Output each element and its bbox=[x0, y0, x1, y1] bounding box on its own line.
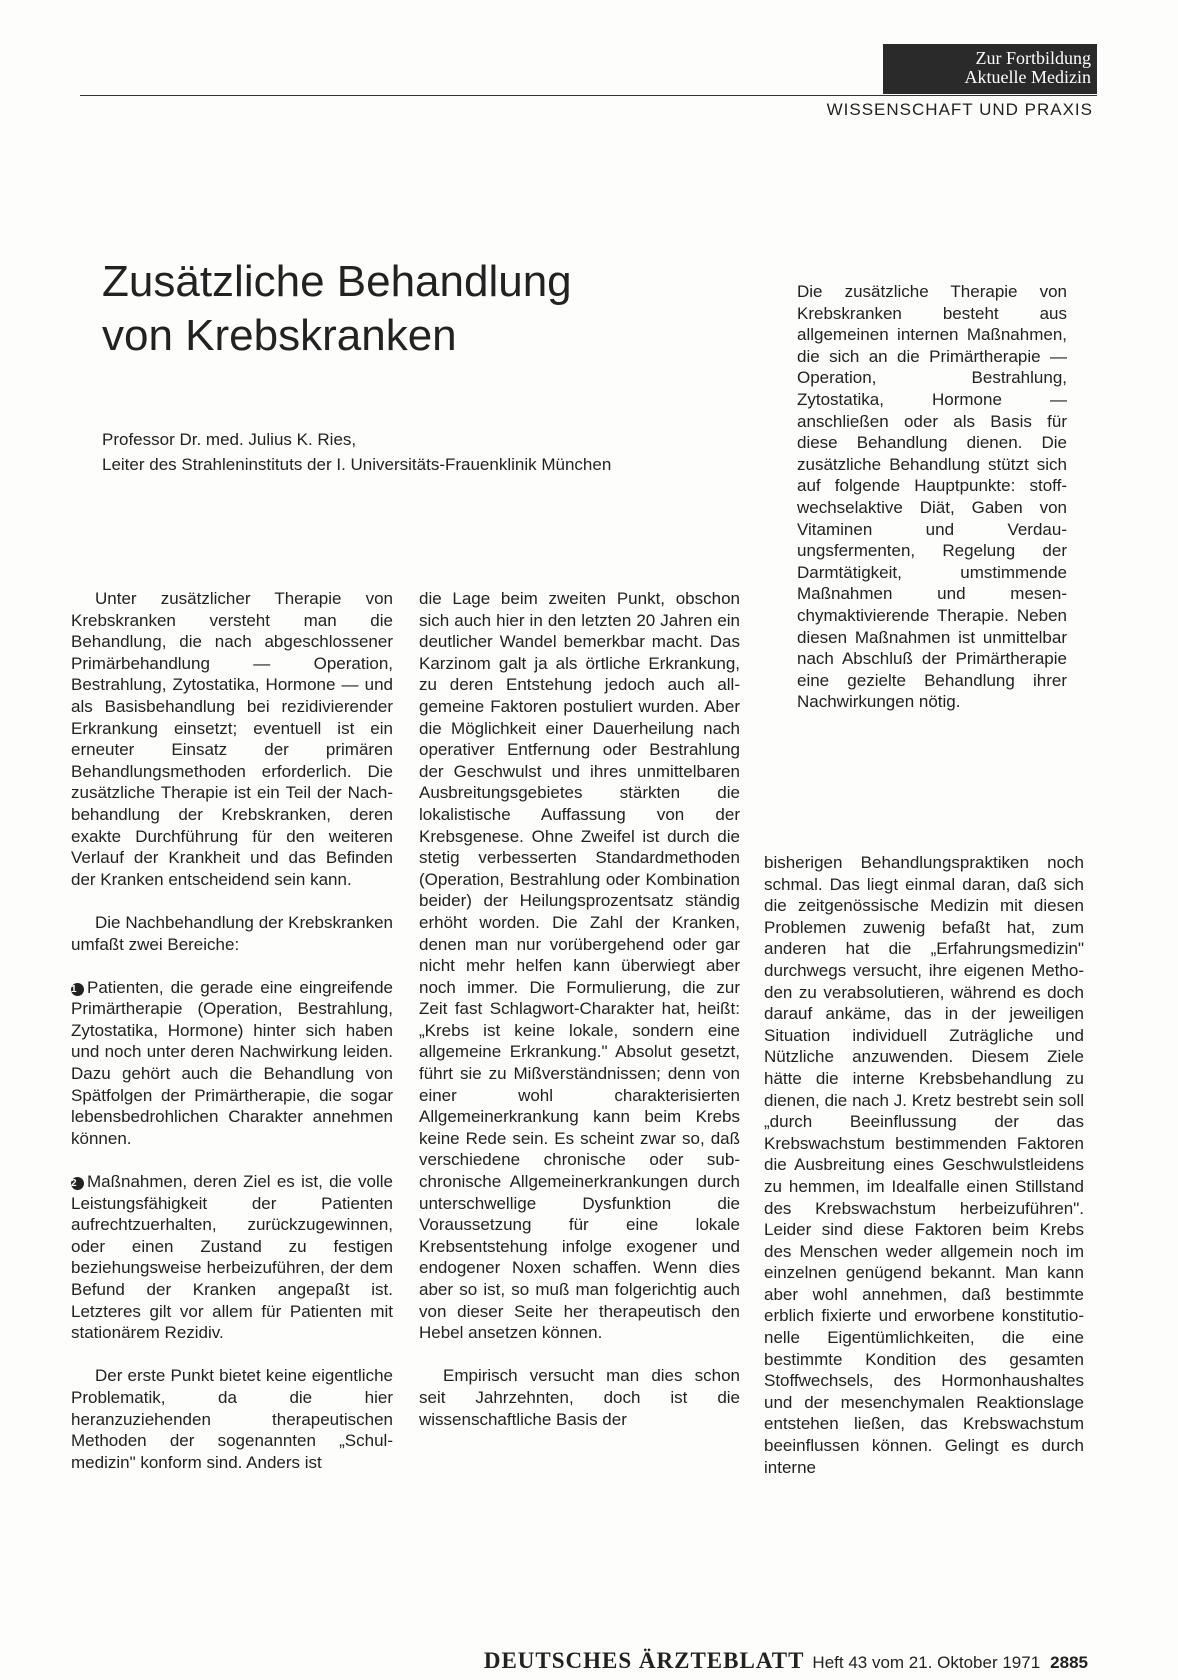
page-footer bbox=[484, 1648, 1088, 1674]
category-badge bbox=[883, 44, 1097, 94]
author-block bbox=[102, 427, 611, 477]
paragraph-empirical: Empirisch versucht man dies schon seit Jahrzehnten, doch ist die wissenschaftliche Basis der bbox=[419, 1366, 740, 1429]
header-rule bbox=[80, 95, 1097, 96]
section-label: WISSENSCHAFT UND PRAXIS bbox=[826, 100, 1093, 119]
title-line-2: von Krebskranken bbox=[102, 311, 457, 360]
paragraph-first-point: Der erste Punkt bietet keine eigentliche Problematik, da die hier heranzuziehenden therapeutischen Methoden der sogenannten „Schulmedizin" konform sind. Anders ist bbox=[71, 1366, 393, 1472]
number-2-icon: 2 bbox=[71, 1177, 84, 1190]
number-1-icon: 1 bbox=[71, 983, 84, 996]
issue-info: Heft 43 vom 21. Oktober 1971 bbox=[812, 1653, 1041, 1672]
badge-line-1: Zur Fortbildung bbox=[975, 48, 1091, 68]
text-column-1 bbox=[71, 588, 393, 1495]
list-item-2-text: Maßnahmen, deren Ziel es ist, die volle Leistungsfähigkeit der Patienten aufrechtzuerhalten, zurückzugewinnen, oder einen Zustand zu festigen beziehungsweise herbeizuführen, der dem Befund der Kranken angepaßt ist. Letzteres gilt vor allem für Patienten mit stationärem Rezidiv. bbox=[71, 1172, 393, 1343]
list-item-2 bbox=[71, 1171, 393, 1344]
page-number: 2885 bbox=[1050, 1653, 1088, 1672]
badge-line-2: Aktuelle Medizin bbox=[964, 67, 1091, 87]
author-affiliation: Leiter des Strahleninstituts der I. Universitäts-Frauenklinik München bbox=[102, 455, 612, 474]
paragraph-practices: bisherigen Behandlungspraktiken noch schmal. Das liegt einmal daran, daß sich die zeitgenössische Medizin mit diesen Problemen zuwenig befaßt hat, zum anderen hat die „Erfahrungsmedizin" durchwegs versucht, ihre eigenen Methoden zu verabsolutieren, während es doch darauf ankäme, das in der jeweiligen Situation individuell Zuträgliche und Nützliche anzuwenden. Diesem Ziele hätte die interne Krebsbehandlung zu dienen, die nach J. Kretz bestrebt sein soll „durch Beeinflussung der das Krebswachstum bestimmenden Faktoren die Ausbreitung eines Geschwulstleidens zu hemmen, im Idealfalle einen Stillstand des Krebswachstum herbeizuführen". Leider sind diese Faktoren beim Krebs des Menschen weder allgemein noch im einzelnen genügend bekannt. Man kann aber wohl annehmen, daß bestimmte erblich fixierte und erworbene konstitutionelle Eigentümlichkeiten, die eine bestimmte Kondition des gesamten Stoffwechsels, des Hormonhaushaltes und der mesenchymalen Reaktionslage entstehen ließen, das Krebswachstum beeinflussen können. Gelingt es durch interne bbox=[764, 853, 1084, 1477]
list-item-1 bbox=[71, 977, 393, 1150]
author-name: Professor Dr. med. Julius K. Ries, bbox=[102, 430, 357, 449]
summary-paragraph: Die zusätzliche Therapie von Krebskranken besteht aus allgemeinen internen Maßnahmen, die sich an die Primärtherapie — Operation, Bestrahlung, Zytostatika, Hormone — anschließen oder als Basis für diese Behandlung dienen. Die zusätzliche Behandlung stützt sich auf folgende Hauptpunkte: stoffwechselaktive Diät, Gaben von Vitaminen und Verdauungsfermenten, Regelung der Darmtätigkeit, umstimmende Maßnahmen und mesenchymaktivierende Therapie. Neben diesen Maßnahmen ist unmittelbar nach Abschluß der Primärtherapie eine gezielte Behandlung ihrer Nachwirkungen nötig. bbox=[797, 282, 1067, 712]
paragraph-intro: Unter zusätzlicher Therapie von Krebskranken versteht man die Behandlung, die nach abgeschlossener Primärbehandlung — Operation, Bestrahlung, Zytostatika, Hormone — und als Basisbehandlung bei rezidivierender Erkrankung einsetzt; eventuell ist ein erneuter Einsatz der primären Behandlungsmethoden erforderlich. Die zusätzliche Therapie ist ein Teil der Nachbehandlung der Krebskranken, deren exakte Durchführung für den weiteren Verlauf der Krankheit und das Befinden der Kranken entscheidend sein kann. bbox=[71, 589, 393, 889]
paragraph-second-point: die Lage beim zweiten Punkt, obschon sich auch hier in den letzten 20 Jahren ein deutlicher Wandel bemerkbar macht. Das Karzinom galt ja als örtliche Erkrankung, zu deren Entstehung jedoch auch allgemeine Faktoren postuliert wurden. Aber die Möglichkeit einer Dauerheilung nach operativer Entfernung oder Bestrahlung der Geschwulst und ihres unmittelbaren Ausbreitungsgebietes stärkten die lokalistische Auffassung von der Krebsgenese. Ohne Zweifel ist durch die stetig verbesserten Standardmethoden (Operation, Bestrahlung oder Kombination beider) der Heilungsprozentsatz ständig erhöht worden. Die Zahl der Kranken, denen man nur vorübergehend oder gar nicht mehr helfen kann überwiegt aber noch immer. Die Formulierung, die zur Zeit fast Schlagwort-Charakter hat, heißt: „Krebs ist keine lokale, sondern eine allgemeine Erkrankung." Absolut gesetzt, führt sie zu Mißverständnissen; denn von einer wohl charakterisierten Allgemeinerkrankung kann beim Krebs keine Rede sein. Es scheint zwar so, daß verschiedene chronische oder subchronische Allgemeinerkrankungen durch unterschwellige Dysfunktion die Voraussetzung für eine lokale Krebsentstehung infolge exogener und endogener Noxen schaffen. Wenn dies aber so ist, so muß man folgerichtig auch von dieser Seite her therapeutisch den Hebel ansetzen können. bbox=[419, 589, 740, 1343]
summary-column bbox=[797, 281, 1067, 734]
publication-name: DEUTSCHES ÄRZTEBLATT bbox=[483, 1648, 805, 1673]
text-column-2 bbox=[419, 588, 740, 1452]
text-column-3 bbox=[764, 852, 1084, 1500]
article-title bbox=[102, 255, 572, 363]
list-item-1-text: Patienten, die gerade eine eingreifende Primärtherapie (Operation, Bestrahlung, Zytostatika, Hormone) hinter sich haben und noch unter deren Nachwirkung leiden. Dazu gehört auch die Behandlung von Spätfolgen der Primärtherapie, die sogar lebensbedrohlichen Charakter annehmen können. bbox=[71, 977, 393, 1148]
title-line-1: Zusätzliche Behandlung bbox=[102, 257, 572, 306]
paragraph-scope: Die Nachbehandlung der Krebskranken umfaßt zwei Bereiche: bbox=[71, 912, 393, 954]
